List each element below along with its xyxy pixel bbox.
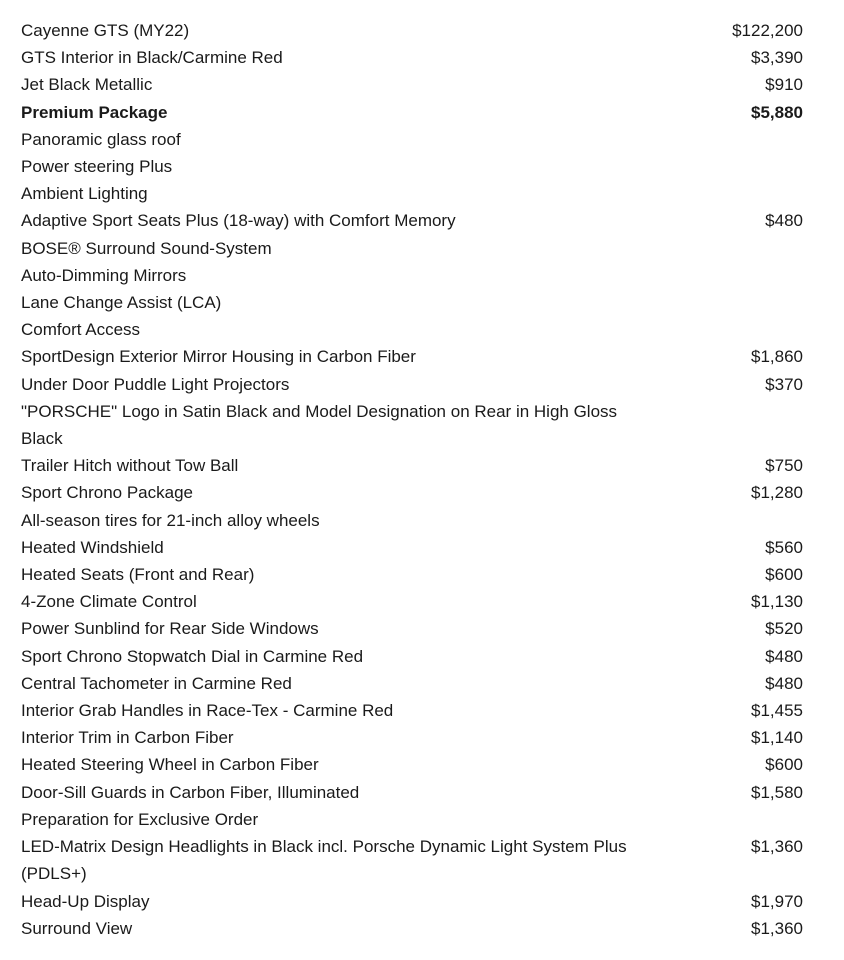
item-name: Under Door Puddle Light Projectors xyxy=(21,374,290,394)
item-price: $1,360 xyxy=(751,837,803,857)
list-item xyxy=(21,153,803,180)
item-name: All-season tires for 21-inch alloy wheels xyxy=(21,510,320,530)
list-item xyxy=(21,724,803,751)
list-item xyxy=(21,806,803,833)
item-name: Jet Black Metallic xyxy=(21,75,153,95)
list-item xyxy=(21,398,803,452)
item-price: $1,580 xyxy=(751,782,803,802)
item-price: $370 xyxy=(765,374,803,394)
item-name: Central Tachometer in Carmine Red xyxy=(21,673,292,693)
list-item xyxy=(21,71,803,98)
list-item xyxy=(21,833,803,887)
item-name: Heated Seats (Front and Rear) xyxy=(21,565,255,585)
package-header xyxy=(21,99,803,126)
list-item xyxy=(21,126,803,153)
list-item xyxy=(21,615,803,642)
item-price: $5,880 xyxy=(751,102,803,122)
item-name: Lane Change Assist (LCA) xyxy=(21,293,222,313)
item-name: Interior Trim in Carbon Fiber xyxy=(21,728,234,748)
options-price-list xyxy=(21,17,803,942)
list-item xyxy=(21,235,803,262)
item-price: $1,970 xyxy=(751,891,803,911)
list-item xyxy=(21,507,803,534)
item-name: LED-Matrix Design Headlights in Black incl. Porsche Dynamic Light System Plus (PDLS+) xyxy=(21,837,627,884)
item-price: $600 xyxy=(765,565,803,585)
item-name: 4-Zone Climate Control xyxy=(21,592,197,612)
list-item xyxy=(21,44,803,71)
item-name: SportDesign Exterior Mirror Housing in Carbon Fiber xyxy=(21,347,416,367)
list-item xyxy=(21,316,803,343)
list-item xyxy=(21,779,803,806)
list-item xyxy=(21,371,803,398)
list-item xyxy=(21,262,803,289)
item-name: Surround View xyxy=(21,918,133,938)
list-item xyxy=(21,915,803,942)
item-name: GTS Interior in Black/Carmine Red xyxy=(21,48,283,68)
list-item xyxy=(21,452,803,479)
list-item xyxy=(21,343,803,370)
item-name: Trailer Hitch without Tow Ball xyxy=(21,456,239,476)
list-item xyxy=(21,588,803,615)
item-price: $520 xyxy=(765,619,803,639)
item-price: $1,130 xyxy=(751,592,803,612)
list-item xyxy=(21,561,803,588)
item-price: $910 xyxy=(765,75,803,95)
item-name: Cayenne GTS (MY22) xyxy=(21,21,190,40)
item-name: Adaptive Sport Seats Plus (18-way) with Comfort Memory xyxy=(21,211,456,231)
item-name: Panoramic glass roof xyxy=(21,129,181,149)
item-name: Comfort Access xyxy=(21,320,141,340)
item-name: Door-Sill Guards in Carbon Fiber, Illuminated xyxy=(21,782,360,802)
list-item xyxy=(21,207,803,234)
item-name: Preparation for Exclusive Order xyxy=(21,809,259,829)
list-item xyxy=(21,534,803,561)
item-price: $122,200 xyxy=(732,21,803,40)
item-price: $1,140 xyxy=(751,728,803,748)
item-price: $480 xyxy=(765,646,803,666)
item-price: $600 xyxy=(765,755,803,775)
item-name: BOSE® Surround Sound-System xyxy=(21,238,272,258)
item-name: Sport Chrono Stopwatch Dial in Carmine Red xyxy=(21,646,364,666)
item-price: $560 xyxy=(765,537,803,557)
list-item xyxy=(21,697,803,724)
list-item xyxy=(21,643,803,670)
list-item xyxy=(21,479,803,506)
item-name: Heated Steering Wheel in Carbon Fiber xyxy=(21,755,319,775)
item-name: Power Sunblind for Rear Side Windows xyxy=(21,619,319,639)
list-item xyxy=(21,751,803,778)
item-name: Heated Windshield xyxy=(21,537,164,557)
item-name: Auto-Dimming Mirrors xyxy=(21,265,187,285)
item-price: $480 xyxy=(765,211,803,231)
item-name: "PORSCHE" Logo in Satin Black and Model Designation on Rear in High Gloss Black xyxy=(21,401,618,449)
item-name: Premium Package xyxy=(21,102,168,122)
list-item xyxy=(21,289,803,316)
item-name: Interior Grab Handles in Race-Tex - Carmine Red xyxy=(21,701,394,721)
item-price: $1,860 xyxy=(751,347,803,367)
list-item xyxy=(21,888,803,915)
item-price: $1,280 xyxy=(751,483,803,503)
item-name: Head-Up Display xyxy=(21,891,150,911)
list-item xyxy=(21,180,803,207)
list-item xyxy=(21,17,803,44)
list-item xyxy=(21,670,803,697)
item-price: $750 xyxy=(765,456,803,476)
item-price: $480 xyxy=(765,673,803,693)
item-price: $3,390 xyxy=(751,48,803,68)
item-name: Sport Chrono Package xyxy=(21,483,193,503)
item-price: $1,455 xyxy=(751,701,803,721)
item-name: Ambient Lighting xyxy=(21,184,148,204)
item-price: $1,360 xyxy=(751,918,803,938)
item-name: Power steering Plus xyxy=(21,157,173,177)
